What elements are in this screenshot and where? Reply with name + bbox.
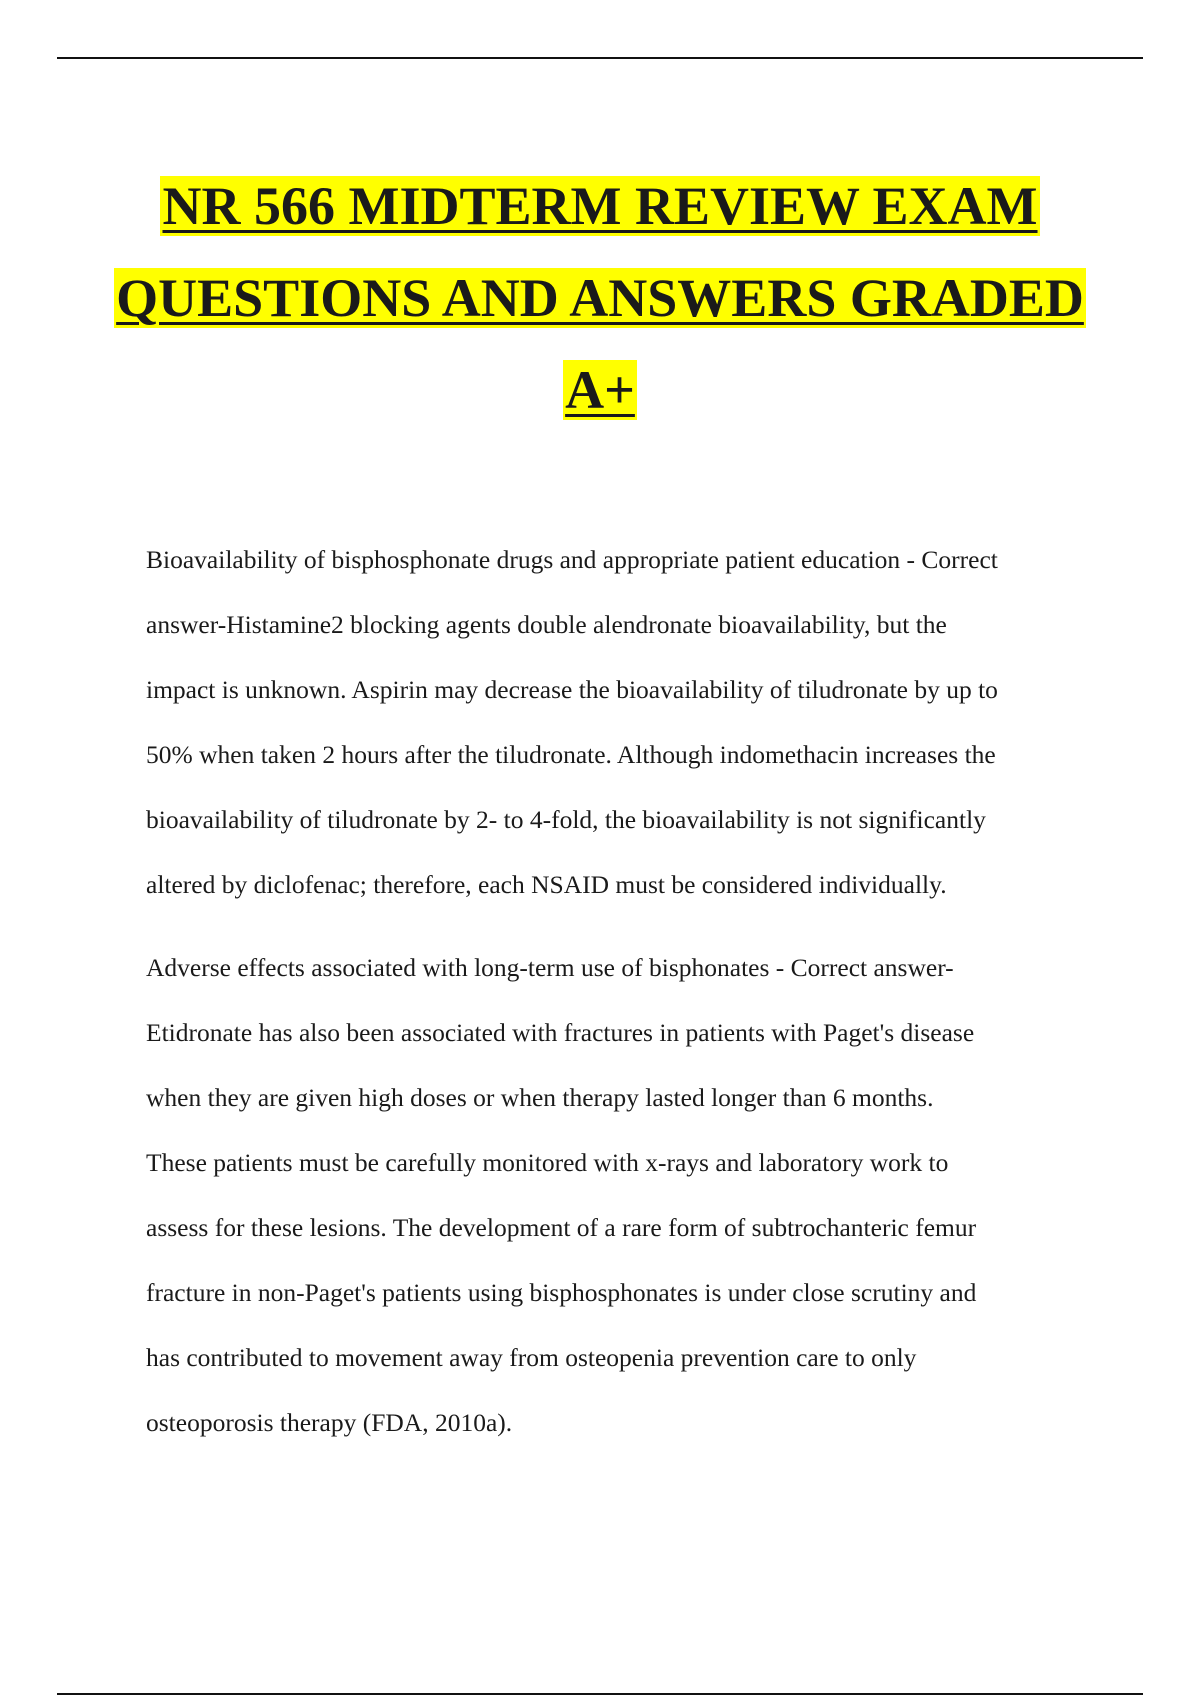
paragraph-line: altered by diclofenac; therefore, each NSAID must be considered individually. [146,870,947,899]
title-line: A+ [565,360,635,420]
paragraph-line: answer-Histamine2 blocking agents double alendronate bioavailability, but the [146,610,947,639]
paragraph-line: has contributed to movement away from osteopenia prevention care to only [146,1343,917,1372]
paragraph-line: osteoporosis therapy (FDA, 2010a). [146,1408,513,1437]
paragraph-line: impact is unknown. Aspirin may decrease the bioavailability of tiludronate by up to [146,675,998,704]
paragraph-line: Adverse effects associated with long-term use of bisphonates - Correct answer- [146,953,954,982]
question-answer-bisphonate-adverse-effects [146,935,1106,1455]
paragraph-line: bioavailability of tiludronate by 2- to 4-fold, the bioavailability is not significantly [146,805,986,834]
paragraph-line: assess for these lesions. The development of a rare form of subtrochanteric femur [146,1213,977,1242]
top-rule [57,57,1143,59]
paragraph-line: These patients must be carefully monitored with x-rays and laboratory work to [146,1148,949,1177]
paragraph-line: when they are given high doses or when therapy lasted longer than 6 months. [146,1083,934,1112]
paragraph-line: fracture in non-Paget's patients using bisphosphonates is under close scrutiny and [146,1278,977,1307]
paragraph-line: Etidronate has also been associated with fractures in patients with Paget's disease [146,1018,975,1047]
title-line: QUESTIONS AND ANSWERS GRADED [116,268,1084,328]
paragraph-line: Bioavailability of bisphosphonate drugs and appropriate patient education - Correct [146,545,998,574]
bottom-rule [57,1693,1143,1695]
question-answer-bisphosphonate-bioavailability [146,527,1106,917]
document-title [100,160,1100,436]
title-line: NR 566 MIDTERM REVIEW EXAM [162,176,1038,236]
paragraph-line: 50% when taken 2 hours after the tiludronate. Although indomethacin increases the [146,740,996,769]
